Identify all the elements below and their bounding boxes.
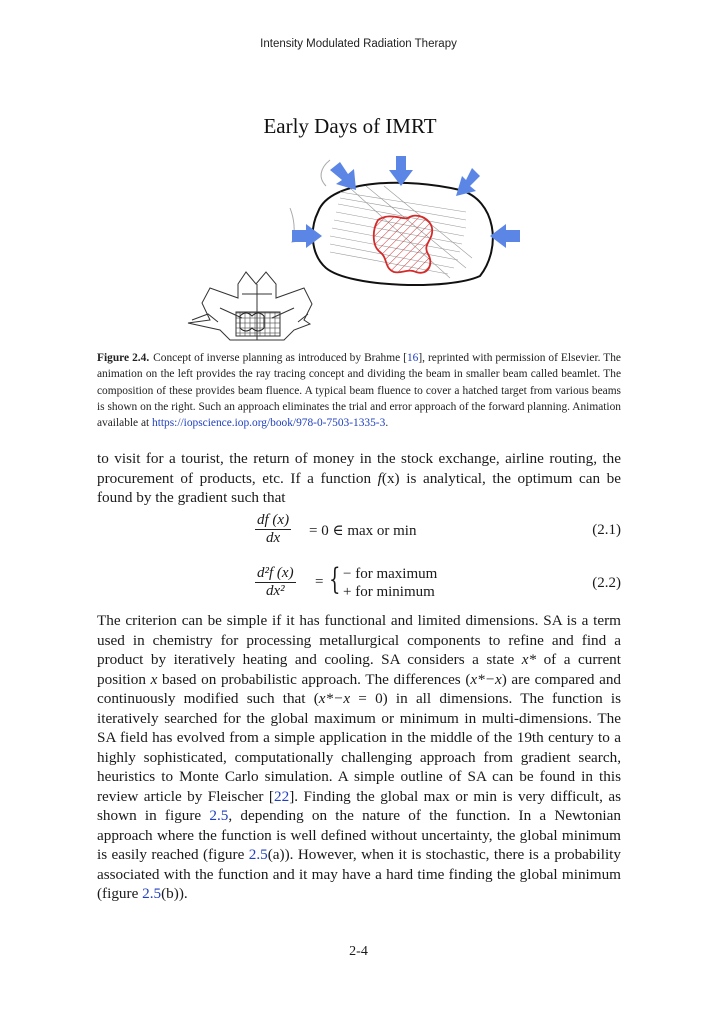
eq2-fraction (255, 565, 296, 600)
eq1-rhs: = 0 ∈ max or min (309, 523, 417, 539)
eq2-equals: = (315, 574, 324, 590)
math-f: f (377, 469, 382, 487)
citation-link[interactable]: 22 (274, 787, 290, 805)
brace-glyph: { (329, 562, 341, 597)
text: ]. Finding the global max or min is very difficult, as shown in figure (97, 787, 621, 824)
figure-link[interactable]: 2.5 (248, 846, 268, 863)
citation-link[interactable]: 16 (406, 352, 419, 364)
imrt-illustration (180, 108, 520, 348)
text: is analytical, the optimum can be found by the gradient such that (97, 469, 621, 506)
eq1-fraction (255, 512, 291, 547)
text: of a current position (97, 651, 621, 688)
math: x* (521, 651, 537, 668)
math-arg: (x) (381, 469, 400, 487)
equation-2-2 (97, 562, 621, 605)
figure-link[interactable]: 2.5 (142, 885, 162, 902)
text: , depending on the nature of the function. In a Newtonian approach where the function is well defined without uncertainty, the global minimum is easily reached (figure (97, 807, 621, 863)
text: The criterion can be simple if it has functional and limited dimensions. SA is a term used in chemistry for processing metallurgical components to refine and find a product by iteratively heating and cooling. SA considers a state (97, 612, 621, 668)
eq2-denominator: dx² (265, 583, 285, 599)
figure-caption (97, 350, 621, 431)
animation-link[interactable]: https://iopscience.iop.org/book/978-0-7503-1335-3 (152, 417, 386, 430)
eq1-numerator: df (x) (257, 512, 290, 528)
eq2-numerator: d²f (x) (257, 565, 294, 581)
eq2-case-min: + for minimum (343, 584, 435, 600)
caption-text: Concept of inverse planning as introduced by Brahme [ (153, 352, 407, 364)
math: x*−x (470, 670, 502, 688)
math: x*−x (318, 690, 351, 707)
eq1-denominator: dx (265, 530, 281, 546)
page-number: 2-4 (349, 944, 368, 959)
text: to visit for a tourist, the return of money in the stock exchange, airline routing, the procurement of products, etc. If a function (97, 450, 621, 487)
eq1-number: (2.1) (592, 522, 621, 538)
body-paragraph-1 (97, 449, 621, 508)
figure-link[interactable]: 2.5 (209, 807, 229, 824)
text: based on probabilistic approach. The differences ( (157, 670, 471, 688)
text: ) are compared and continuously modified such that ( (97, 670, 622, 707)
figure-2-4 (180, 108, 520, 348)
text: (a)). However, when it is stochastic, there is a probability associated with the function and it may have a hard time finding the global minimum (figure (97, 846, 621, 902)
eq2-number: (2.2) (592, 575, 621, 591)
running-head: Intensity Modulated Radiation Therapy (260, 38, 457, 50)
caption-label: Figure 2.4. (97, 352, 150, 364)
text: = 0) in all dimensions. The function is iteratively searched for the global maximum or minimum in multi-dimensions. The SA field has evolved from a simple application in the middle of the 19th century to a highly sophisticated, computationally challenging approach from gradient search, heuristics to Monte Carlo simulation. A simple outline of SA can be found in this review article by Fleischer [ (97, 690, 621, 805)
beamlet-diagram (188, 272, 312, 340)
text: (b)). (161, 885, 188, 902)
eq2-case-max: − for maximum (343, 566, 438, 582)
math: x (150, 670, 158, 688)
body-paragraph-2 (97, 611, 621, 904)
caption-end: . (385, 417, 389, 430)
equation-2-1 (97, 512, 621, 552)
figure-title: Early Days of IMRT (263, 114, 437, 138)
caption-text: ], reprinted with permission of Elsevier. The animation on the left provides the ray tracing concept and dividing the beam in smaller beam called beamlet. The composition of these provides beam fluence. A typical beam fluence to cover a hatched target from various beams is shown on the right. Such an approach eliminates the trial and error approach of the forward planning. Animation available at (97, 352, 621, 430)
